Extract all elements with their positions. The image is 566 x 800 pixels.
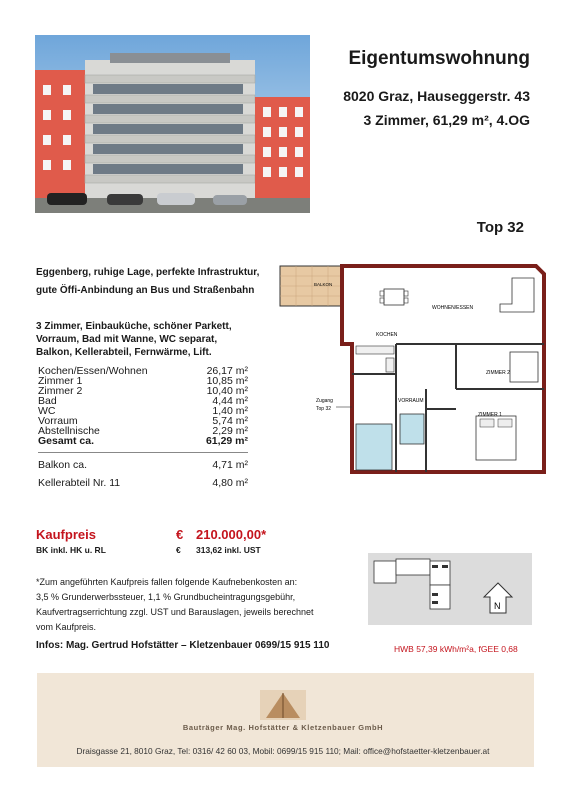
area-value: 1,40 m² <box>212 405 248 417</box>
balcony-value: 4,71 m² <box>212 459 248 471</box>
plan-label-zimmer2: ZIMMER 2 <box>486 370 510 376</box>
area-value: 2,29 m² <box>212 425 248 437</box>
rooms-summary: 3 Zimmer, 61,29 m², 4.OG <box>363 112 530 128</box>
plan-label-kochen: KOCHEN <box>376 332 398 338</box>
note-line: 3,5 % Grunderwerbssteuer, 1,1 % Grundbucheintragungsgebühr, <box>36 592 296 602</box>
note-line: Kaufvertragserrichtung zzgl. UST und Barauslagen, jeweils berechnet <box>36 607 314 617</box>
price-value: 210.000,00* <box>196 527 267 542</box>
floor-plan <box>276 264 548 479</box>
plan-label-vorraum: VORRAUM <box>398 398 424 404</box>
cellar-row <box>38 477 248 489</box>
location-line-1: Eggenberg, ruhige Lage, perfekte Infrastruktur, <box>36 267 260 278</box>
contact-info: Infos: Mag. Gertrud Hofstätter – Kletzenbauer 0699/15 915 110 <box>36 640 330 651</box>
feature-line: 3 Zimmer, Einbauküche, schöner Parkett, <box>36 321 232 332</box>
price-label: Kaufpreis <box>36 527 96 542</box>
balcony-label: Balkon ca. <box>38 459 88 471</box>
divider <box>38 452 248 453</box>
plan-label-balkon: BALKON <box>314 282 333 287</box>
plan-label-zimmer1: ZIMMER 1 <box>478 412 502 418</box>
plan-label-wohnen: WOHNEN/ESSEN <box>432 305 474 311</box>
area-label: Abstellnische <box>38 425 100 437</box>
area-label: Kochen/Essen/Wohnen <box>38 365 148 377</box>
plan-label-top: Top 32 <box>316 406 332 412</box>
area-label: Bad <box>38 395 57 407</box>
cellar-label: Kellerabteil Nr. 11 <box>38 477 121 489</box>
company-name: Bauträger Mag. Hofstätter & Kletzenbauer GmbH <box>182 723 384 732</box>
area-label: WC <box>38 405 56 417</box>
svg-text:N: N <box>494 601 501 611</box>
energy-rating: HWB 57,39 kWh/m²a, fGEE 0,68 <box>394 644 518 654</box>
area-value: 10,40 m² <box>206 385 248 397</box>
operating-costs-label: BK inkl. HK u. RL <box>36 545 106 555</box>
area-label: Vorraum <box>38 415 78 427</box>
site-plan <box>368 553 532 625</box>
area-label: Zimmer 2 <box>38 385 83 397</box>
operating-costs-value: 313,62 inkl. UST <box>196 545 261 555</box>
building-illustration <box>35 35 310 213</box>
balcony-row <box>38 459 248 471</box>
note-line: vom Kaufpreis. <box>36 622 97 632</box>
area-value: 4,44 m² <box>212 395 248 407</box>
page-title: Eigentumswohnung <box>348 48 530 69</box>
address: 8020 Graz, Hauseggerstr. 43 <box>343 88 530 104</box>
area-value: 10,85 m² <box>206 375 248 387</box>
footer-contact: Draisgasse 21, 8010 Graz, Tel: 0316/ 42 60 03, Mobil: 0699/15 915 110; Mail: office@hofstaetter-kletzenbauer.at <box>76 746 490 756</box>
area-total-row <box>38 436 248 446</box>
features-block <box>36 320 286 359</box>
area-value: 5,74 m² <box>212 415 248 427</box>
area-label: Gesamt ca. <box>38 435 95 447</box>
location-line-2: gute Öffi-Anbindung an Bus und Straßenbahn <box>36 285 255 296</box>
plan-label-zugang: Zugang <box>316 398 333 404</box>
building-photo <box>35 35 310 213</box>
unit-number: Top 32 <box>476 219 524 236</box>
cellar-value: 4,80 m² <box>212 477 248 489</box>
note-line: *Zum angeführten Kaufpreis fallen folgende Kaufnebenkosten an: <box>36 577 298 587</box>
price-currency: € <box>176 527 184 542</box>
company-logo-icon <box>260 690 306 720</box>
area-value: 61,29 m² <box>205 435 248 447</box>
feature-line: Balkon, Kellerabteil, Fernwärme, Lift. <box>36 347 212 358</box>
operating-costs-currency: € <box>176 545 181 555</box>
area-value: 26,17 m² <box>206 365 248 377</box>
area-table <box>38 366 248 446</box>
purchase-costs-note <box>36 575 356 635</box>
area-label: Zimmer 1 <box>38 375 83 387</box>
feature-line: Vorraum, Bad mit Wanne, WC separat, <box>36 334 218 345</box>
